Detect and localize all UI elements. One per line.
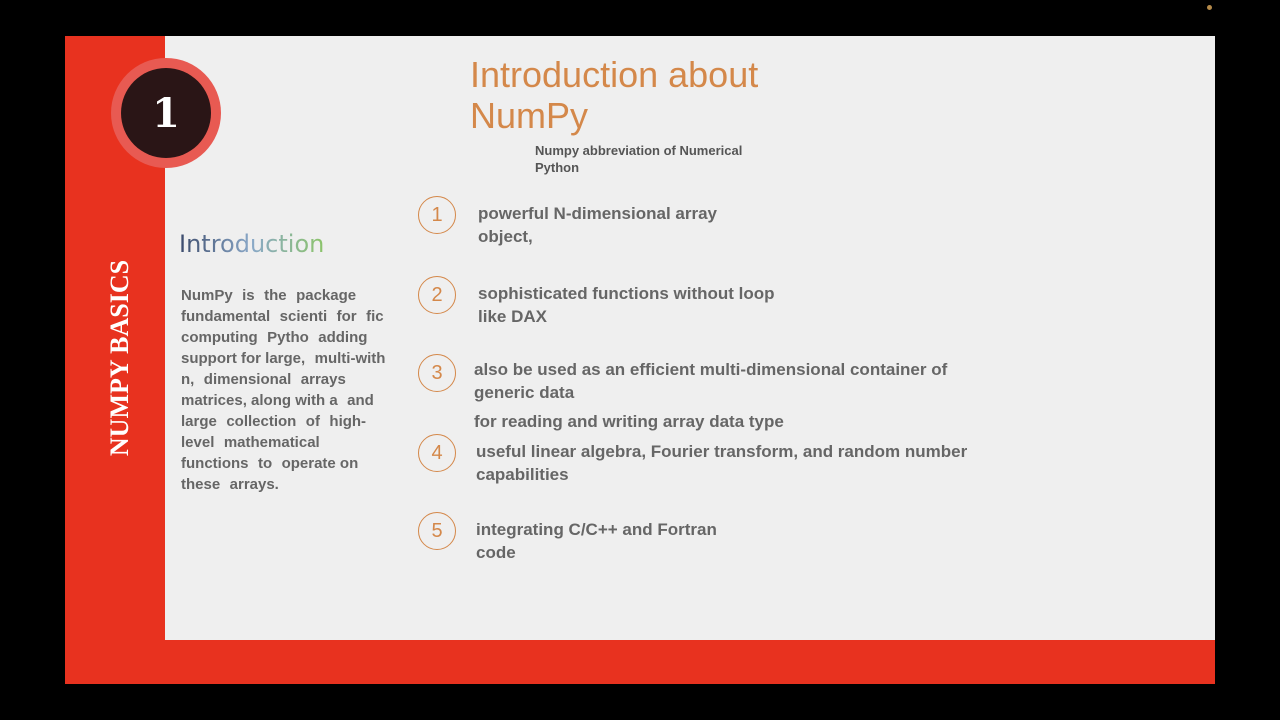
item-text: generic data (474, 383, 575, 402)
intro-text-fragment: and (347, 392, 374, 409)
item-text: like DAX (478, 307, 547, 326)
intro-text-fragment: is (242, 287, 255, 304)
intro-paragraph (181, 285, 395, 495)
item-text: useful linear algebra, Fourier transform, and random number (476, 442, 968, 461)
intro-text-fragment: arrays (300, 371, 346, 388)
intro-text-fragment: for (336, 308, 357, 325)
intro-text-fragment: high-level (181, 413, 367, 451)
item-text: powerful N-dimensional array (478, 204, 717, 223)
camera-dot (1207, 5, 1212, 10)
item-text: code (476, 543, 516, 562)
intro-text-fragment: package (296, 287, 357, 304)
intro-text-fragment: arrays. (229, 476, 279, 493)
number-circle: 5 (418, 512, 456, 550)
intro-text-fragment: to (257, 455, 273, 472)
list-item (476, 440, 967, 486)
side-heading: Introduction (179, 230, 325, 258)
intro-text-fragment: functions (181, 455, 249, 472)
intro-text-fragment: of (305, 413, 320, 430)
subtitle-line: Numpy abbreviation of Numerical (535, 143, 743, 158)
intro-text-fragment: the (264, 287, 287, 304)
intro-text-fragment: mathematical (223, 434, 320, 451)
intro-text-fragment: adding support for large, (181, 329, 368, 367)
bottom-red-band (65, 640, 1215, 684)
intro-text-fragment: collection (226, 413, 297, 430)
intro-text-fragment: scienti (279, 308, 328, 325)
section-title: NUMPY BASICS (105, 259, 134, 457)
list-item (478, 282, 775, 328)
item-text: object, (478, 227, 533, 246)
list-item (478, 202, 717, 248)
subtitle (535, 142, 742, 176)
intro-text-fragment: matrices, along with a (181, 392, 338, 409)
item-text: sophisticated functions without loop (478, 284, 775, 303)
intro-text-fragment: Pytho (267, 329, 309, 346)
intro-text-fragment: large (181, 413, 217, 430)
intro-text-fragment: fic (366, 308, 384, 325)
intro-text-fragment: n, (181, 371, 195, 388)
intro-text-fragment: dimensional (203, 371, 292, 388)
list-item (476, 518, 717, 564)
intro-text-fragment: computing (181, 329, 258, 346)
subtitle-line: Python (535, 160, 580, 175)
page-title (470, 54, 758, 136)
intro-text-fragment: operate on these (181, 455, 359, 493)
number-circle: 1 (418, 196, 456, 234)
title-line: Introduction about (470, 54, 759, 95)
item-text: integrating C/C++ and Fortran (476, 520, 717, 539)
title-line: NumPy (470, 95, 589, 136)
intro-text-fragment: fundamental (181, 308, 271, 325)
item-text: also be used as an efficient multi-dimensional container of (474, 360, 948, 379)
slide-number-badge (111, 58, 221, 168)
item-text: capabilities (476, 465, 569, 484)
intro-text-fragment: NumPy (181, 287, 233, 304)
list-item (474, 358, 947, 404)
slide-number: 1 (121, 68, 211, 158)
number-circle: 4 (418, 434, 456, 472)
number-circle: 2 (418, 276, 456, 314)
item-note: for reading and writing array data type (474, 412, 784, 431)
intro-text-fragment: multi-with (314, 350, 386, 367)
number-circle: 3 (418, 354, 456, 392)
